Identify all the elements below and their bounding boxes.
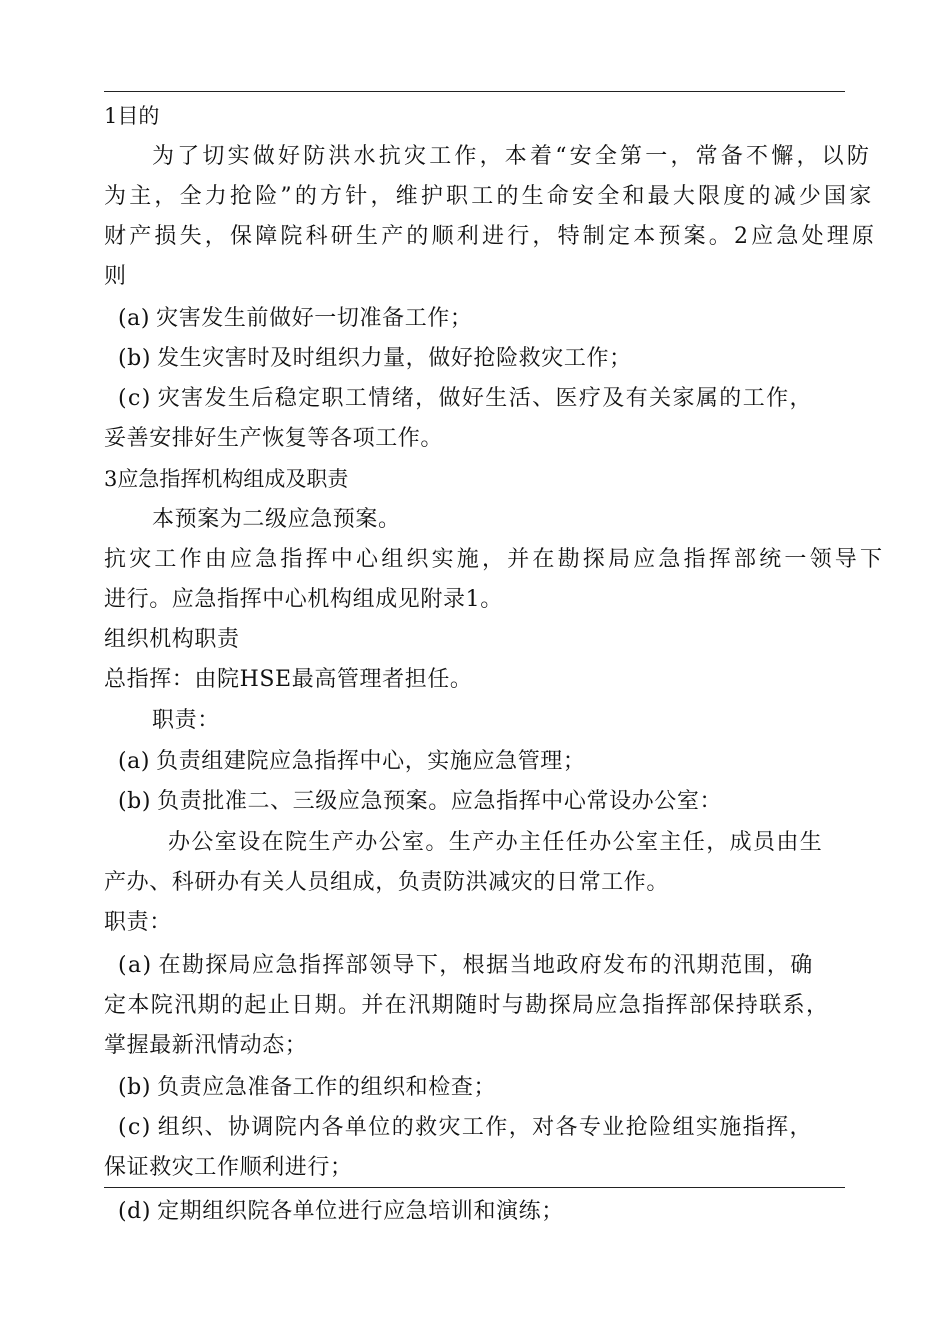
- section-heading-organization: 3应急指挥机构组成及职责: [104, 467, 349, 491]
- list-item: [118, 384, 813, 414]
- paragraph-line: 办公室设在院生产办公室。生产办主任任办公室主任，成员由生: [168, 830, 824, 855]
- list-item-text: 灾害发生后稳定职工情绪，做好生活、医疗及有关家属的工作，: [157, 386, 813, 411]
- list-item-text: 在勘探局应急指挥部领导下，根据当地政府发布的汛期范围，确: [158, 953, 814, 978]
- paragraph-line: 职责：: [104, 910, 172, 935]
- list-item-label: (a): [118, 306, 151, 331]
- paragraph-line: 进行。应急指挥中心机构组成见附录1。: [104, 587, 503, 612]
- list-item: [118, 1073, 496, 1103]
- section-heading-purpose: 1目的: [104, 104, 160, 128]
- list-item-text: 组织、协调院内各单位的救灾工作，对各专业抢险组实施指挥，: [157, 1115, 813, 1140]
- paragraph-line: 职责：: [152, 708, 220, 733]
- list-item-label: (a): [118, 749, 151, 774]
- paragraph-line: 定本院汛期的起止日期。并在汛期随时与勘探局应急指挥部保持联系，: [104, 993, 830, 1018]
- list-item-label: (b): [118, 789, 152, 814]
- list-item: [118, 787, 722, 817]
- paragraph-line: 财产损失，保障院科研生产的顺利进行，特制定本预案。2应急处理原: [104, 224, 878, 249]
- paragraph-line: 则: [104, 264, 127, 289]
- list-item: [118, 951, 814, 981]
- paragraph-line: 抗灾工作由应急指挥中心组织实施，并在勘探局应急指挥部统一领导下: [104, 547, 886, 572]
- paragraph-line: 保证救灾工作顺利进行；: [104, 1155, 353, 1180]
- list-item-label: (d): [118, 1199, 152, 1224]
- paragraph-line: 掌握最新汛情动态；: [104, 1033, 308, 1058]
- paragraph-line: 总指挥：由院HSE最高管理者担任。: [104, 667, 473, 692]
- list-item-text: 负责组建院应急指挥中心，实施应急管理；: [156, 749, 586, 774]
- list-item: [118, 1197, 564, 1227]
- list-item: [118, 1113, 813, 1143]
- list-item-text: 灾害发生前做好一切准备工作；: [156, 306, 473, 331]
- paragraph-line: 为主，全力抢险”的方针，维护职工的生命安全和最大限度的减少国家: [104, 184, 875, 209]
- subheading: 组织机构职责: [104, 627, 240, 652]
- list-item-label: (c): [118, 1115, 152, 1140]
- paragraph-line: 妥善安排好生产恢复等各项工作。: [104, 426, 444, 451]
- paragraph-line: 产办、科研办有关人员组成，负责防洪减灾的日常工作。: [104, 870, 670, 895]
- list-item-text: 负责应急准备工作的组织和检查；: [157, 1075, 497, 1100]
- list-item: [118, 304, 473, 334]
- list-item-text: 发生灾害时及时组织力量，做好抢险救灾工作；: [157, 346, 632, 371]
- paragraph-line: 本预案为二级应急预案。: [152, 507, 401, 532]
- list-item: [118, 747, 586, 777]
- list-item-label: (b): [118, 346, 152, 371]
- list-item-text: 定期组织院各单位进行应急培训和演练；: [157, 1199, 564, 1224]
- list-item-label: (c): [118, 386, 152, 411]
- header-rule: [104, 91, 845, 92]
- paragraph-line: 为了切实做好防洪水抗灾工作，本着“安全第一，常备不懈，以防: [152, 144, 873, 169]
- section-divider: [104, 1187, 845, 1188]
- list-item-label: (b): [118, 1075, 152, 1100]
- list-item-text: 负责批准二、三级应急预案。应急指挥中心常设办公室：: [157, 789, 723, 814]
- list-item: [118, 344, 632, 374]
- list-item-label: (a): [118, 953, 153, 978]
